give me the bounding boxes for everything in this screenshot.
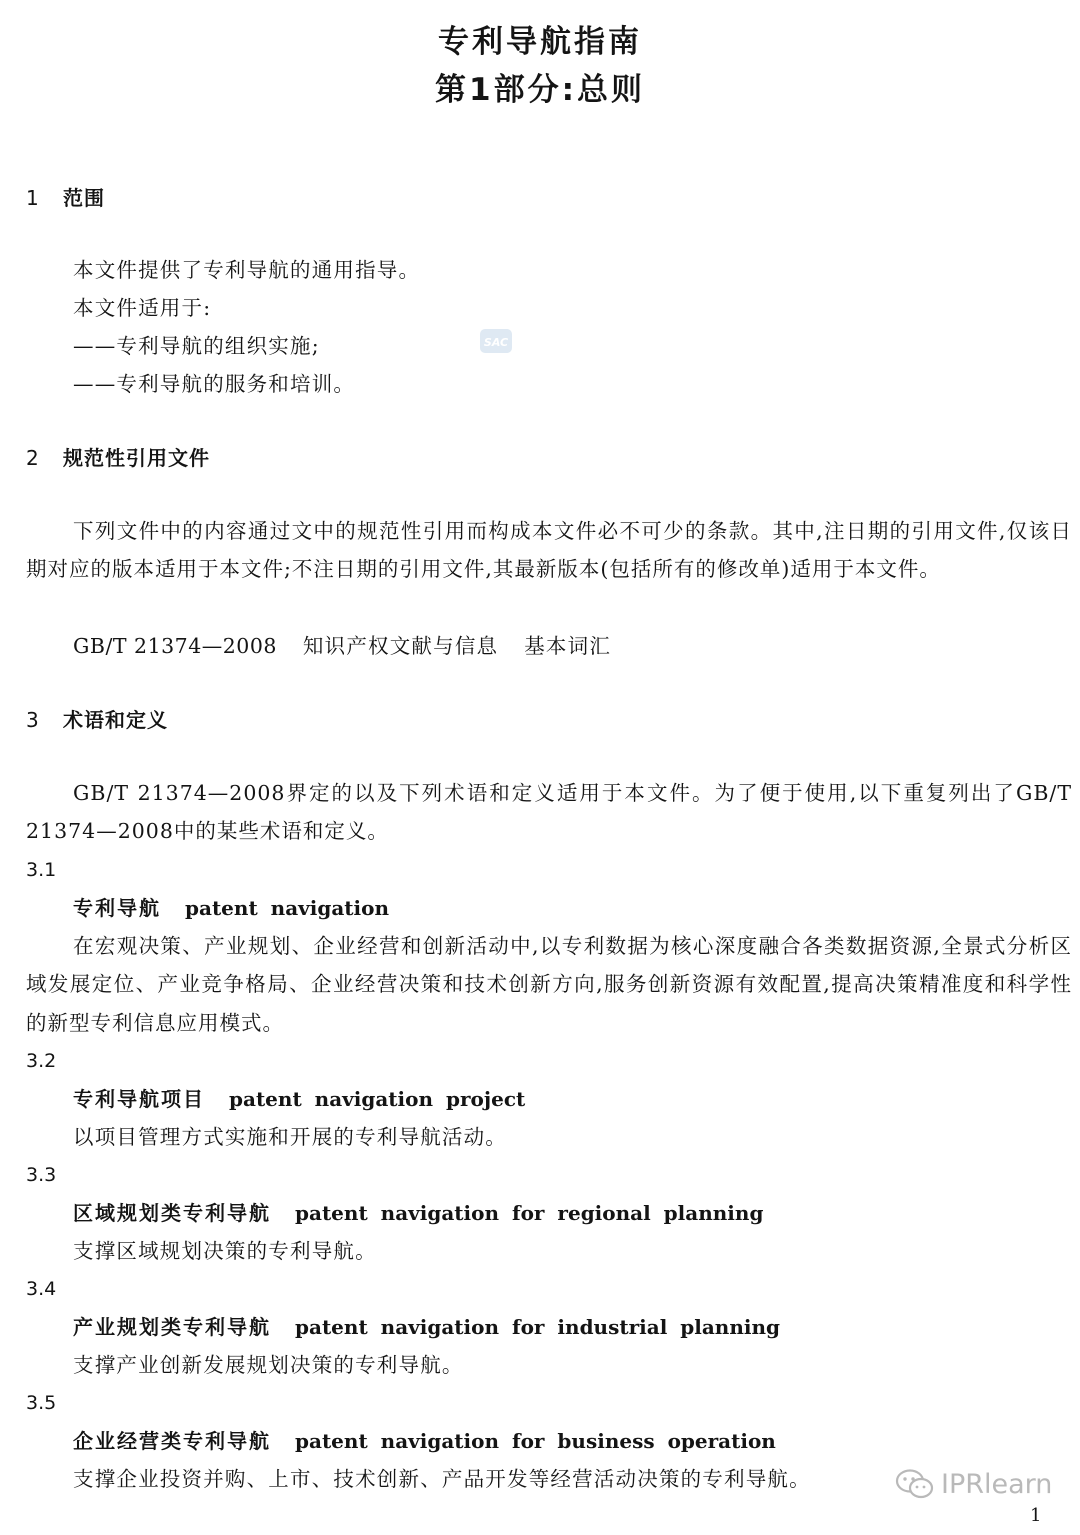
section-number: 3 — [26, 708, 40, 732]
section-number: 2 — [26, 446, 40, 470]
reference-title-b: 基本词汇 — [524, 634, 612, 658]
term-en: patent navigation for industrial planning — [295, 1315, 780, 1339]
reference-entry — [73, 632, 611, 660]
scope-line-4: ——专利导航的服务和培训。 — [73, 372, 356, 396]
term-en: patent navigation for business operation — [295, 1429, 776, 1453]
section-1-heading — [26, 184, 105, 212]
term-en: patent navigation project — [229, 1087, 526, 1111]
term-heading — [73, 894, 389, 922]
wechat-account-name: IPRlearn — [941, 1468, 1053, 1500]
term-definition: 以项目管理方式实施和开展的专利导航活动。 — [73, 1125, 507, 1149]
term-zh: 企业经营类专利导航 — [73, 1429, 271, 1453]
term-number: 3.5 — [26, 1392, 57, 1414]
term-definition: 支撑区域规划决策的专利导航。 — [73, 1239, 377, 1263]
title-line-2: 第1部分:总则 — [435, 72, 645, 108]
section-title: 术语和定义 — [63, 708, 168, 732]
term-heading — [73, 1199, 763, 1227]
watermark-text: SAC — [483, 336, 509, 349]
normative-references-paragraph: 下列文件中的内容通过文中的规范性引用而构成本文件必不可少的条款。其中,注日期的引用文件,仅该日期对应的版本适用于本文件;不注日期的引用文件,其最新版本(包括所有的修改单)适用于本文件。 — [26, 519, 1072, 582]
scope-line-1: 本文件提供了专利导航的通用指导。 — [73, 258, 421, 282]
term-definition: 在宏观决策、产业规划、企业经营和创新活动中,以专利数据为核心深度融合各类数据资源,全景式分析区域发展定位、产业竞争格局、企业经营决策和技术创新方向,服务创新资源有效配置,提高决策精准度和科学性的新型专利信息应用模式。 — [26, 934, 1072, 1035]
term-number: 3.4 — [26, 1278, 57, 1300]
section-title: 范围 — [63, 186, 105, 210]
term-heading — [73, 1313, 780, 1341]
page-number: 1 — [1030, 1505, 1042, 1526]
section-title: 规范性引用文件 — [63, 446, 210, 470]
scope-line-3: ——专利导航的组织实施; — [73, 334, 320, 358]
wechat-icon — [895, 1468, 935, 1500]
reference-code: GB/T 21374—2008 — [73, 634, 277, 658]
term-number: 3.1 — [26, 859, 57, 881]
term-number: 3.2 — [26, 1050, 57, 1072]
term-number: 3.3 — [26, 1164, 57, 1186]
section-number: 1 — [26, 186, 40, 210]
wechat-watermark — [895, 1468, 1052, 1500]
term-zh: 专利导航项目 — [73, 1087, 205, 1111]
section-3-heading — [26, 706, 168, 734]
reference-title-a: 知识产权文献与信息 — [302, 634, 499, 658]
title-line-1: 专利导航指南 — [438, 24, 642, 60]
section-2-heading — [26, 444, 210, 472]
term-heading — [73, 1427, 776, 1455]
term-definition: 支撑产业创新发展规划决策的专利导航。 — [73, 1353, 464, 1377]
term-en: patent navigation — [185, 896, 390, 920]
term-en: patent navigation for regional planning — [295, 1201, 764, 1225]
scope-line-2: 本文件适用于: — [73, 296, 212, 320]
terms-intro-paragraph: GB/T 21374—2008界定的以及下列术语和定义适用于本文件。为了便于使用,以下重复列出了GB/T 21374—2008中的某些术语和定义。 — [26, 781, 1072, 844]
document-title — [0, 18, 1080, 114]
sac-logo-icon — [478, 326, 514, 356]
term-zh: 专利导航 — [73, 896, 161, 920]
term-zh: 产业规划类专利导航 — [73, 1315, 271, 1339]
term-heading — [73, 1085, 525, 1113]
term-zh: 区域规划类专利导航 — [73, 1201, 271, 1225]
term-definition: 支撑企业投资并购、上市、技术创新、产品开发等经营活动决策的专利导航。 — [73, 1467, 811, 1491]
